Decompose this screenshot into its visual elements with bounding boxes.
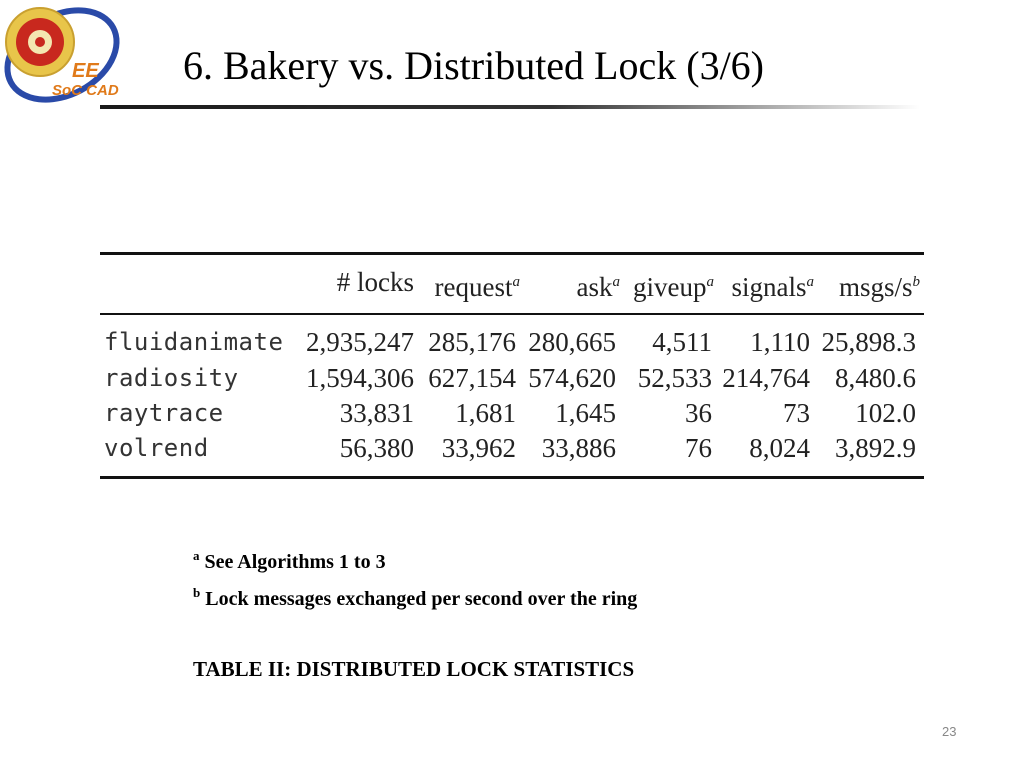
cell: 33,831 <box>339 398 414 428</box>
column-header-giveup: giveup$^a$ <box>633 272 714 302</box>
cell: 4,511 <box>652 327 712 357</box>
column-header-request: request$^a$ <box>434 272 520 302</box>
footnote-b: $^b$ Lock messages exchanged per second over the ring <box>193 585 638 610</box>
cell: 33,962 <box>441 433 516 463</box>
column-header-msgs: msgs/$s^b$ <box>838 272 920 302</box>
row-label: volrend <box>104 434 209 462</box>
table-bottom-rule <box>100 476 924 479</box>
cell: 25,898.3 <box>821 327 916 357</box>
table-caption: TABLE II: DISTRIBUTED LOCK STATISTICS <box>193 657 635 681</box>
cell: 8,024 <box>749 433 810 463</box>
cell: 280,665 <box>528 327 616 357</box>
table-top-rule <box>100 252 924 255</box>
cell: 3,892.9 <box>835 433 916 463</box>
row-label: raytrace <box>104 399 224 427</box>
column-header-signals: signals$^a$ <box>731 272 814 302</box>
cell: 1,645 <box>555 398 616 428</box>
slide-title: 6. Bakery vs. Distributed Lock (3/6) <box>183 43 764 88</box>
lock-statistics-table <box>100 252 924 488</box>
cell: 574,620 <box>528 363 616 393</box>
logo <box>0 0 125 110</box>
cell: 33,886 <box>541 433 616 463</box>
column-header-locks: # locks <box>336 267 414 297</box>
cell: 102.0 <box>855 398 916 428</box>
cell: 2,935,247 <box>306 327 414 357</box>
cell: 52,533 <box>637 363 712 393</box>
page-number: 23 <box>942 724 957 739</box>
cell: 56,380 <box>339 433 414 463</box>
cell: 627,154 <box>428 363 516 393</box>
cell: 1,594,306 <box>306 363 414 393</box>
cell: 36 <box>685 398 712 428</box>
cell: 73 <box>783 398 810 428</box>
footnote-a: $^a$ See Algorithms 1 to 3 <box>193 548 386 573</box>
cell: 285,176 <box>428 327 516 357</box>
cell: 214,764 <box>722 363 810 393</box>
logo-ee-text: EE <box>72 60 99 82</box>
row-label: fluidanimate <box>104 328 284 356</box>
row-label: radiosity <box>104 364 239 392</box>
logo-soc-cad-text: SoC CAD <box>52 82 119 99</box>
cropped-text-fragment <box>120 483 380 489</box>
cell: 1,110 <box>750 327 810 357</box>
table-header-rule <box>100 313 924 315</box>
title-underline <box>100 105 920 109</box>
cell: 76 <box>685 433 712 463</box>
cell: 1,681 <box>455 398 516 428</box>
column-header-ask: ask$^a$ <box>576 272 620 302</box>
cell: 8,480.6 <box>835 363 916 393</box>
